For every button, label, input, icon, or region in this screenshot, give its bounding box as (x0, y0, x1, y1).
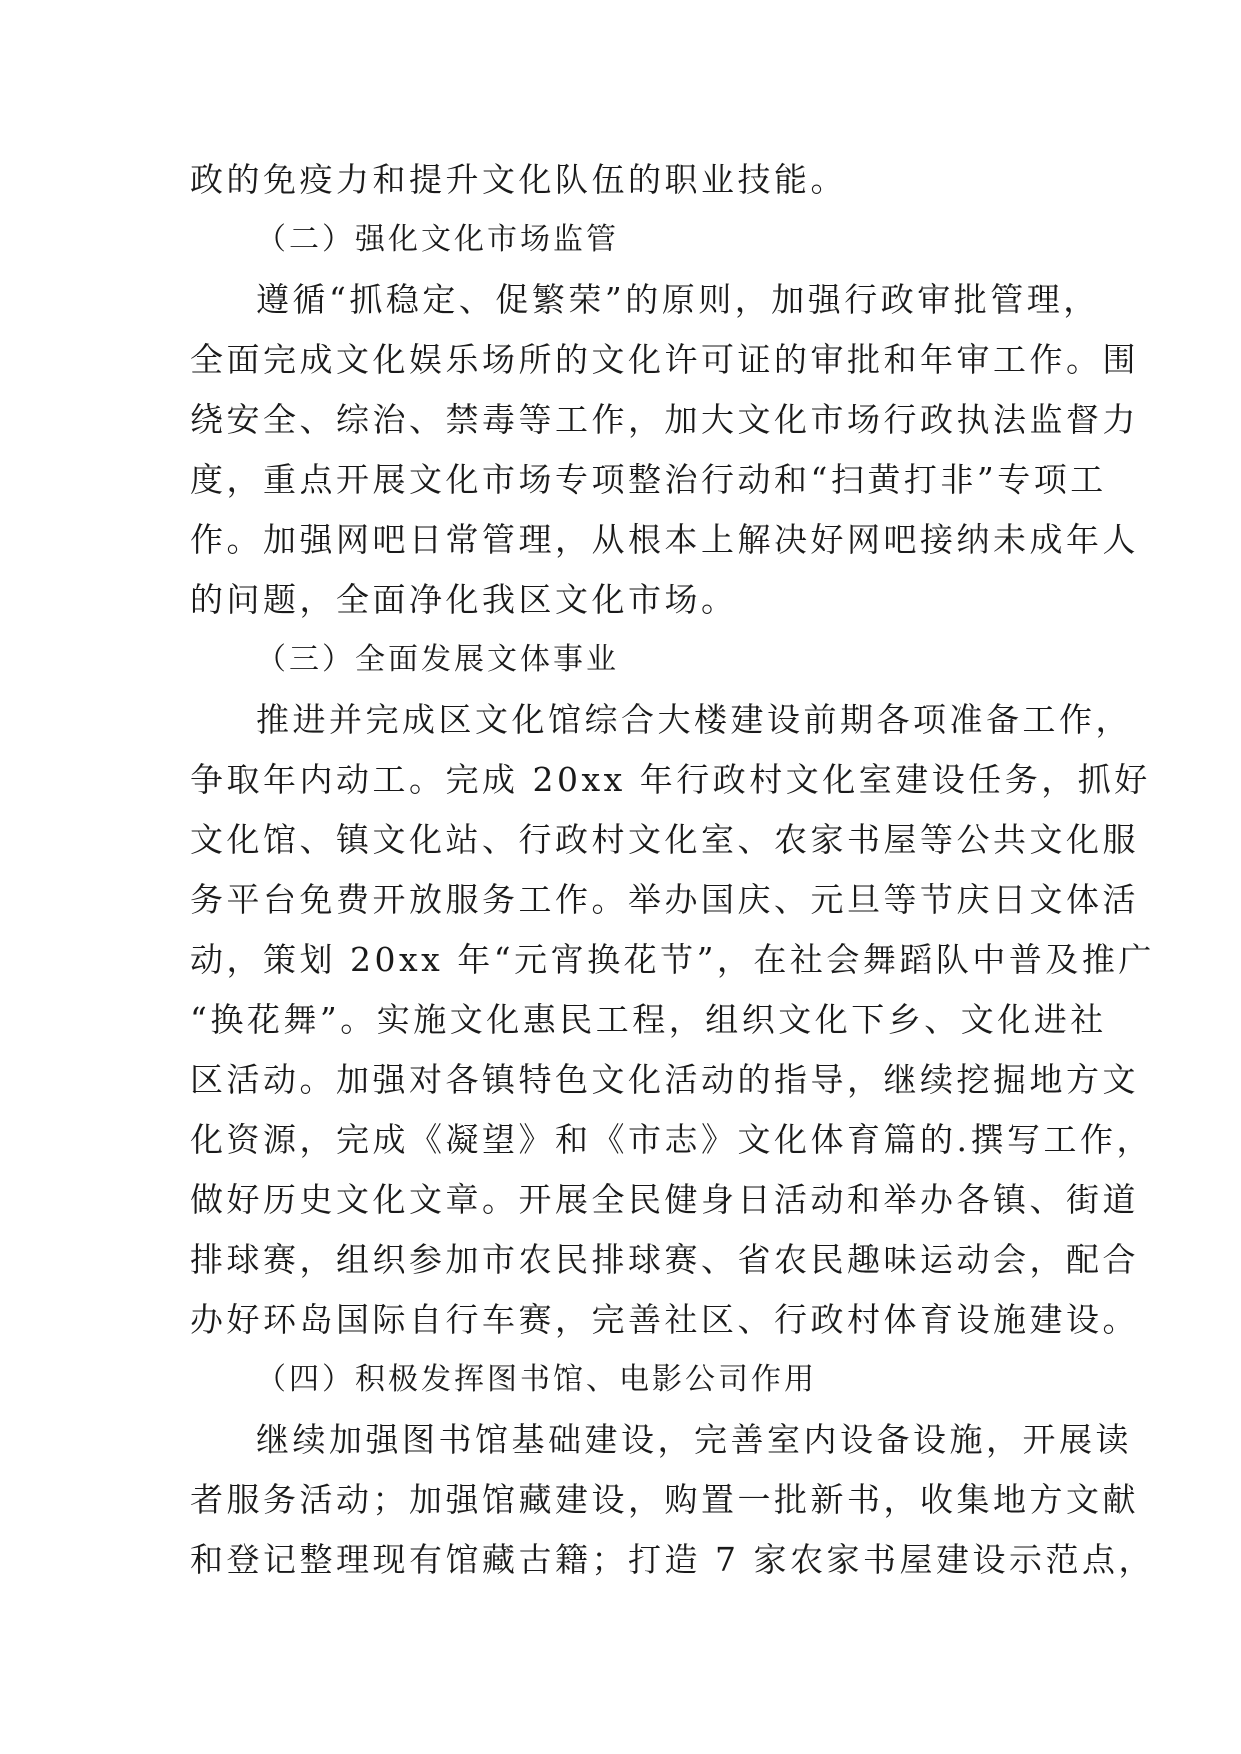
body-line: 全面完成文化娱乐场所的文化许可证的审批和年审工作。围 (190, 340, 1139, 379)
body-line: 的问题，全面净化我区文化市场。 (190, 580, 738, 619)
section-heading: （二）强化文化市场监管 (256, 222, 619, 257)
body-line: 度，重点开展文化市场专项整治行动和“扫黄打非”专项工 (190, 460, 1107, 499)
body-line: 化资源，完成《凝望》和《市志》文化体育篇的.撰写工作， (190, 1120, 1153, 1159)
section-heading: （四）积极发挥图书馆、电影公司作用 (256, 1362, 817, 1397)
paragraph-first-line: 遵循“抓稳定、促繁荣”的原则，加强行政审批管理， (256, 280, 1100, 319)
body-line: 作。加强网吧日常管理，从根本上解决好网吧接纳未成年人 (190, 520, 1139, 559)
body-line: 做好历史文化文章。开展全民健身日活动和举办各镇、街道 (190, 1180, 1139, 1219)
body-line: “换花舞”。实施文化惠民工程，组织文化下乡、文化进社 (190, 1000, 1107, 1039)
paragraph-first-line: 继续加强图书馆基础建设，完善室内设备设施，开展读 (256, 1420, 1132, 1459)
body-line: 文化馆、镇文化站、行政村文化室、农家书屋等公共文化服 (190, 820, 1139, 859)
body-line: 动，策划 20xx 年“元宵换花节”，在社会舞蹈队中普及推广 (190, 940, 1155, 979)
document-body (190, 150, 1155, 1590)
body-line: 区活动。加强对各镇特色文化活动的指导，继续挖掘地方文 (190, 1060, 1139, 1099)
body-line: 争取年内动工。完成 20xx 年行政村文化室建设任务，抓好 (190, 760, 1151, 799)
body-line: 排球赛，组织参加市农民排球赛、省农民趣味运动会，配合 (190, 1240, 1139, 1279)
body-line: 和登记整理现有馆藏古籍；打造 7 家农家书屋建设示范点， (190, 1540, 1155, 1579)
section-heading: （三）全面发展文体事业 (256, 642, 619, 677)
body-line: 绕安全、综治、禁毒等工作，加大文化市场行政执法监督力 (190, 400, 1139, 439)
body-line: 办好环岛国际自行车赛，完善社区、行政村体育设施建设。 (190, 1300, 1139, 1339)
body-line: 务平台免费开放服务工作。举办国庆、元旦等节庆日文体活 (190, 880, 1139, 919)
body-line: 者服务活动；加强馆藏建设，购置一批新书，收集地方文献 (190, 1480, 1139, 1519)
body-line: 政的免疫力和提升文化队伍的职业技能。 (190, 160, 847, 199)
paragraph-first-line: 推进并完成区文化馆综合大楼建设前期各项准备工作， (256, 700, 1132, 739)
